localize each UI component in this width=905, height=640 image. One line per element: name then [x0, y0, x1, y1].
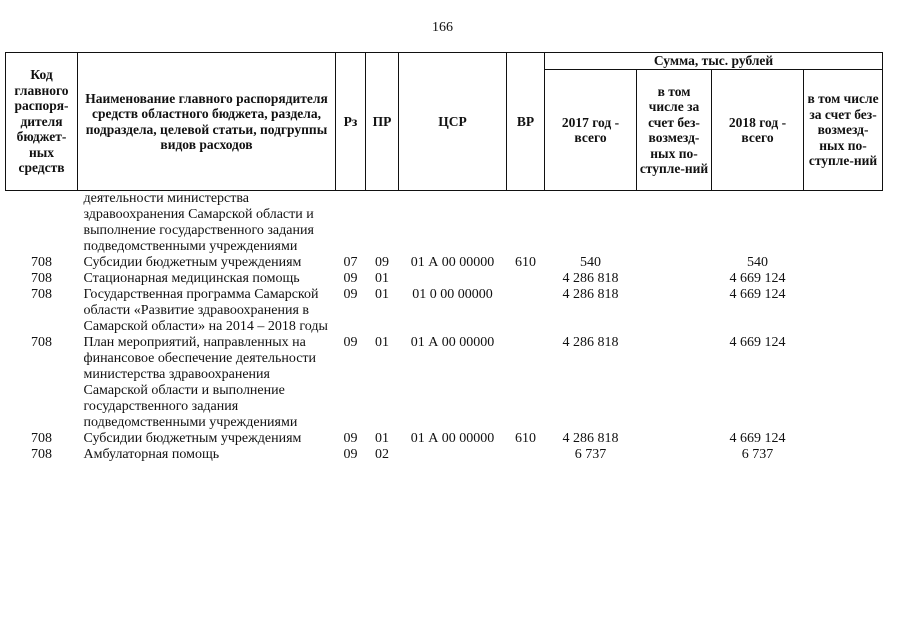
cell-pr: 02 — [375, 447, 389, 462]
cell-name: Субсидии бюджетным учреждениям — [83, 431, 302, 446]
cell-vr: 610 — [515, 255, 536, 270]
cell-2017-incl — [637, 191, 712, 256]
cell-code: 708 — [31, 431, 52, 446]
cell-2018-total: 540 — [747, 255, 768, 270]
cell-rz: 09 — [343, 271, 358, 286]
budget-table — [5, 52, 883, 463]
cell-2018-incl — [804, 447, 883, 463]
cell-pr: 09 — [375, 255, 389, 270]
cell-rz: 09 — [343, 431, 358, 446]
cell-2018-incl — [804, 287, 883, 335]
cell-name: Субсидии бюджетным учреждениям — [83, 255, 302, 270]
cell-2018-incl — [804, 431, 883, 447]
cell-name: Государственная программа Самарской области «Развитие здравоохранения в Самарской области» на 2014 – 2018 годы — [83, 287, 328, 334]
cell-pr: 01 — [375, 271, 389, 286]
cell-code: 708 — [31, 271, 52, 286]
cell-2018-incl — [804, 271, 883, 287]
cell-vr — [507, 287, 545, 335]
cell-vr — [507, 447, 545, 463]
header-name: Наименование главного распорядителя средств областного бюджета, раздела, подраздела, целевой статьи, подгруппы видов расходов — [78, 53, 336, 191]
cell-pr: 01 — [375, 287, 389, 302]
header-2017-incl: в том числе за счет без-возмезд-ных по-ступле-ний — [637, 70, 712, 191]
cell-csr — [399, 271, 507, 287]
cell-2018-total — [712, 191, 804, 256]
cell-vr — [507, 271, 545, 287]
cell-code — [6, 191, 78, 256]
cell-rz: 09 — [343, 335, 358, 350]
cell-2017-total: 4 286 818 — [562, 431, 619, 446]
header-2018-incl: в том числе за счет без-возмезд-ных по-ступле-ний — [804, 70, 883, 191]
table-row — [6, 431, 883, 447]
header-2017-total: 2017 год - всего — [545, 70, 637, 191]
cell-name: деятельности министерства здравоохранения Самарской области и выполнение государственного задания подведомственными учреждениями — [83, 191, 314, 254]
cell-2017-total: 4 286 818 — [562, 271, 619, 286]
cell-csr: 01 А 00 00000 — [410, 335, 495, 350]
cell-csr — [399, 447, 507, 463]
cell-2018-total: 6 737 — [741, 447, 774, 462]
header-pr: ПР — [366, 53, 399, 191]
cell-code: 708 — [31, 255, 52, 270]
cell-2017-incl — [637, 431, 712, 447]
cell-code: 708 — [31, 447, 52, 462]
cell-name: Амбулаторная помощь — [83, 447, 220, 462]
table-row — [6, 271, 883, 287]
header-2018-total: 2018 год - всего — [712, 70, 804, 191]
table-row — [6, 287, 883, 335]
table-row — [6, 191, 883, 256]
cell-rz — [336, 191, 366, 256]
cell-2017-incl — [637, 271, 712, 287]
cell-2017-total — [545, 191, 637, 256]
table-body — [6, 191, 883, 464]
cell-2017-incl — [637, 255, 712, 271]
page-number: 166 — [432, 20, 453, 35]
header-rz: Рз — [336, 53, 366, 191]
cell-2017-incl — [637, 287, 712, 335]
cell-vr: 610 — [515, 431, 536, 446]
table-row — [6, 255, 883, 271]
table-header — [6, 53, 883, 191]
cell-2017-incl — [637, 447, 712, 463]
cell-2018-incl — [804, 335, 883, 431]
cell-code: 708 — [31, 287, 52, 302]
cell-2017-incl — [637, 335, 712, 431]
cell-name: Стационарная медицинская помощь — [83, 271, 300, 286]
table-row — [6, 447, 883, 463]
cell-2017-total: 6 737 — [574, 447, 607, 462]
cell-2018-total: 4 669 124 — [729, 335, 786, 350]
cell-csr: 01 0 00 00000 — [412, 287, 493, 302]
cell-csr: 01 А 00 00000 — [410, 255, 495, 270]
table-row — [6, 335, 883, 431]
cell-2017-total: 540 — [580, 255, 601, 270]
header-vr: ВР — [507, 53, 545, 191]
cell-rz: 07 — [343, 255, 358, 270]
cell-2017-total: 4 286 818 — [562, 287, 619, 302]
cell-2018-total: 4 669 124 — [729, 287, 786, 302]
cell-csr: 01 А 00 00000 — [410, 431, 495, 446]
cell-2018-incl — [804, 191, 883, 256]
cell-rz: 09 — [343, 287, 358, 302]
cell-2017-total: 4 286 818 — [562, 335, 619, 350]
header-csr: ЦСР — [399, 53, 507, 191]
cell-2018-incl — [804, 255, 883, 271]
cell-vr — [507, 191, 545, 256]
cell-pr: 01 — [375, 431, 389, 446]
cell-rz: 09 — [343, 447, 358, 462]
header-sum: Сумма, тыс. рублей — [545, 53, 883, 70]
cell-2018-total: 4 669 124 — [729, 271, 786, 286]
cell-vr — [507, 335, 545, 431]
cell-2018-total: 4 669 124 — [729, 431, 786, 446]
cell-name: План мероприятий, направленных на финансовое обеспечение деятельности министерства здравоохранения Самарской области и выполнение государственного задания подведомственными учреждениями — [83, 335, 317, 430]
cell-csr — [399, 191, 507, 256]
cell-code: 708 — [31, 335, 52, 350]
cell-pr — [366, 191, 399, 256]
header-code: Код главного распоря-дителя бюджет-ных средств — [6, 53, 78, 191]
cell-pr: 01 — [375, 335, 389, 350]
